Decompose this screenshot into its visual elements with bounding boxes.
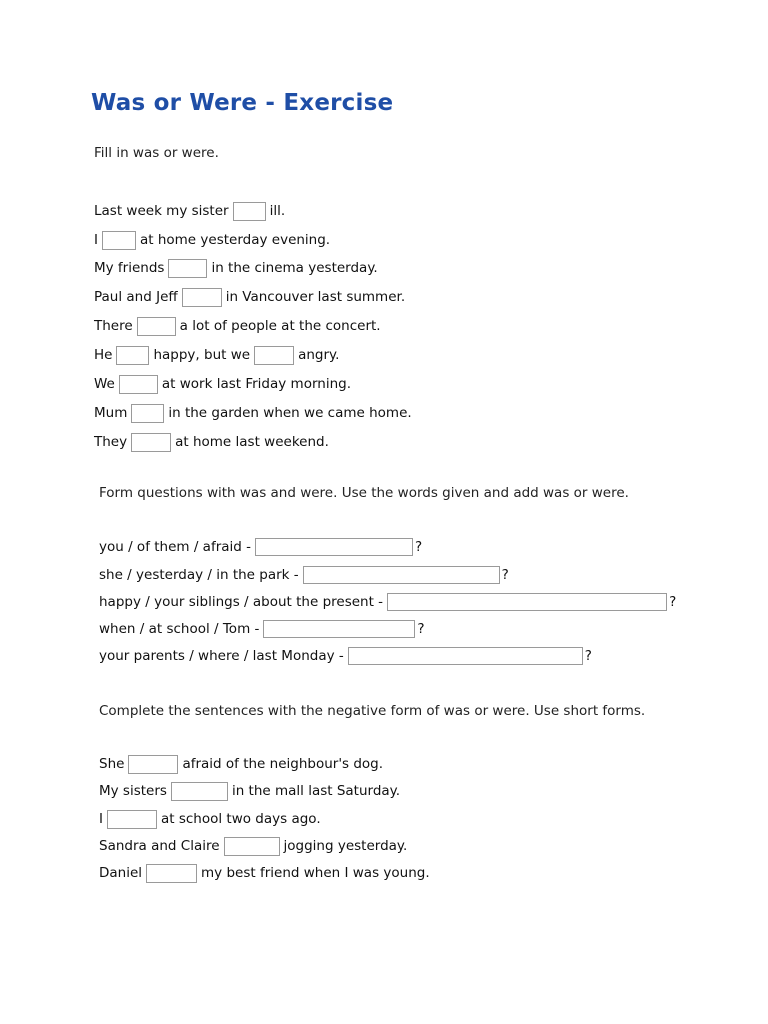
s1-line-6-text: He (94, 347, 113, 363)
s2-line-1-text: you / of them / afraid - (99, 539, 252, 555)
s1-answer-6a[interactable] (116, 346, 149, 365)
s2-line-5 (99, 645, 592, 667)
s1-answer-4[interactable] (182, 288, 222, 307)
s2-answer-4[interactable] (263, 620, 415, 638)
s1-line-9-text: They (94, 434, 128, 450)
s3-answer-4[interactable] (224, 837, 280, 856)
s1-answer-1[interactable] (233, 202, 266, 221)
s3-answer-5[interactable] (146, 864, 197, 883)
s2-line-4-end: ? (417, 621, 425, 637)
s3-line-1-text: She (99, 756, 125, 772)
s1-line-5-text: There (94, 318, 133, 334)
s3-line-5 (99, 862, 430, 884)
s1-answer-3[interactable] (168, 259, 207, 278)
s2-line-4-text: when / at school / Tom - (99, 621, 260, 637)
s3-line-5-end: my best friend when I was young. (201, 865, 430, 881)
s2-line-1-end: ? (415, 539, 423, 555)
s1-line-6 (94, 344, 339, 366)
s1-line-4-end: in Vancouver last summer. (225, 289, 406, 305)
s1-answer-8[interactable] (131, 404, 164, 423)
s2-line-2 (99, 564, 509, 586)
s1-line-1-end: ill. (269, 203, 286, 219)
s2-answer-1[interactable] (255, 538, 413, 556)
s1-answer-5[interactable] (137, 317, 176, 336)
s3-line-4 (99, 835, 407, 857)
s3-line-5-text: Daniel (99, 865, 143, 881)
s3-answer-3[interactable] (107, 810, 157, 829)
s2-line-3-text: happy / your siblings / about the present - (99, 594, 384, 610)
s1-line-8-end: in the garden when we came home. (168, 405, 412, 421)
s3-line-3-text: I (99, 811, 103, 827)
s1-line-4 (94, 286, 405, 308)
s2-line-4 (99, 618, 425, 640)
s3-line-1 (99, 753, 383, 775)
s1-line-3-end: in the cinema yesterday. (211, 260, 378, 276)
s3-line-3 (99, 808, 321, 830)
section2-instruction: Form questions with was and were. Use the words given and add was or were. (99, 485, 629, 501)
s2-line-2-text: she / yesterday / in the park - (99, 567, 299, 583)
section3-instruction: Complete the sentences with the negative form of was or were. Use short forms. (99, 703, 646, 719)
s1-line-6-end: angry. (298, 347, 340, 363)
s1-line-9 (94, 431, 329, 453)
s1-line-1 (94, 200, 285, 222)
s2-line-1 (99, 536, 422, 558)
s1-answer-6b[interactable] (254, 346, 294, 365)
s3-answer-2[interactable] (171, 782, 228, 801)
s2-answer-2[interactable] (303, 566, 500, 584)
s2-line-5-text: your parents / where / last Monday - (99, 648, 344, 664)
s1-line-9-end: at home last weekend. (175, 434, 329, 450)
page-title: Was or Were - Exercise (91, 90, 394, 116)
s1-answer-2[interactable] (102, 231, 136, 250)
s3-line-2-end: in the mall last Saturday. (231, 783, 401, 799)
s1-line-5 (94, 315, 381, 337)
s1-line-2-end: at home yesterday evening. (139, 232, 331, 248)
s1-line-6-middle: happy, but we (153, 347, 251, 363)
s2-answer-3[interactable] (387, 593, 667, 611)
s1-line-7 (94, 373, 351, 395)
s1-line-7-text: We (94, 376, 115, 392)
section1-instruction: Fill in was or were. (94, 145, 219, 161)
s1-answer-7[interactable] (119, 375, 158, 394)
s1-line-4-text: Paul and Jeff (94, 289, 178, 305)
s2-line-5-end: ? (584, 648, 592, 664)
s1-line-5-end: a lot of people at the concert. (179, 318, 381, 334)
s1-line-3-text: My friends (94, 260, 165, 276)
s3-line-3-end: at school two days ago. (160, 811, 321, 827)
s3-answer-1[interactable] (128, 755, 178, 774)
s2-answer-5[interactable] (348, 647, 583, 665)
s1-line-2-text: I (94, 232, 98, 248)
s1-line-2 (94, 229, 330, 251)
s3-line-1-end: afraid of the neighbour's dog. (182, 756, 384, 772)
s2-line-2-end: ? (501, 567, 509, 583)
s1-line-3 (94, 257, 378, 279)
s1-line-7-end: at work last Friday morning. (161, 376, 351, 392)
s1-line-1-text: Last week my sister (94, 203, 229, 219)
s3-line-2 (99, 780, 400, 802)
s3-line-2-text: My sisters (99, 783, 167, 799)
s2-line-3 (99, 591, 676, 613)
s3-line-4-end: jogging yesterday. (283, 838, 408, 854)
s3-line-4-text: Sandra and Claire (99, 838, 220, 854)
s2-line-3-end: ? (669, 594, 677, 610)
s1-line-8 (94, 402, 412, 424)
s1-line-8-text: Mum (94, 405, 128, 421)
s1-answer-9[interactable] (131, 433, 171, 452)
